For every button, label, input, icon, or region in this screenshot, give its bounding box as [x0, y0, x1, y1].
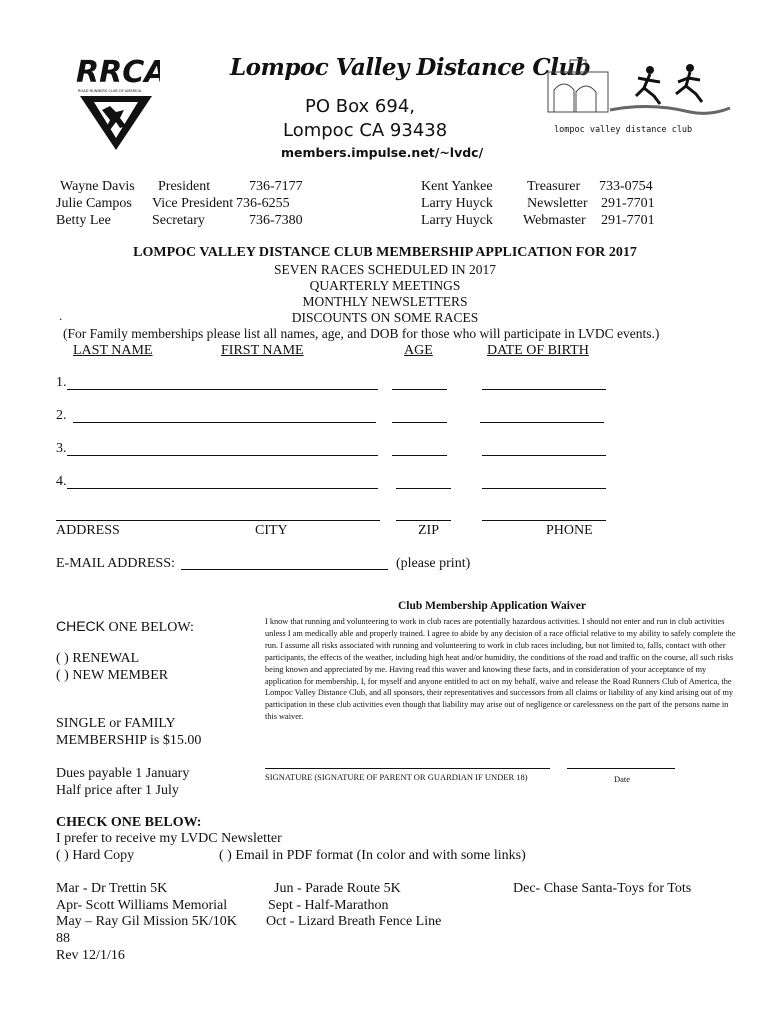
row-number: 4. — [56, 474, 67, 489]
officer-role: Webmaster — [523, 213, 586, 228]
rrca-logo-text: RRCA — [76, 55, 160, 90]
signature-line[interactable] — [265, 768, 550, 769]
officer-name: Larry Huyck — [421, 213, 493, 228]
club-url: members.impulse.net/~lvdc/ — [281, 145, 484, 160]
age-line[interactable] — [392, 455, 447, 456]
officer-phone: 291-7701 — [601, 213, 655, 228]
race-item: Apr- Scott Williams Memorial — [56, 898, 228, 913]
revision: Rev 12/1/16 — [56, 948, 125, 963]
runners-mission-logo — [540, 52, 740, 142]
email-line[interactable] — [181, 569, 388, 570]
email-label: E-MAIL ADDRESS: — [56, 556, 175, 571]
renewal-option[interactable]: ( ) RENEWAL — [56, 651, 140, 666]
officer-phone: 733-0754 — [599, 179, 653, 194]
officer-name: Julie Campos — [56, 196, 132, 211]
col-first-name: FIRST NAME — [221, 343, 304, 358]
race-item: Mar - Dr Trettin 5K — [56, 881, 168, 896]
stray-dot: . — [59, 308, 63, 323]
headline-line: MONTHLY NEWSLETTERS — [302, 294, 468, 309]
race-item: Dec- Chase Santa-Toys for Tots — [513, 881, 692, 896]
name-line[interactable] — [67, 389, 378, 390]
officer-name: Wayne Davis — [60, 179, 135, 194]
race-item: Oct - Lizard Breath Fence Line — [266, 914, 442, 929]
officer-name: Betty Lee — [56, 213, 111, 228]
signature-label: SIGNATURE (SIGNATURE OF PARENT OR GUARDIAN IF UNDER 18) — [265, 772, 528, 782]
city-line: Lompoc CA 93438 — [283, 120, 448, 141]
row-number: 1. — [56, 375, 67, 390]
dues-payable: Dues payable 1 January — [56, 766, 190, 781]
dob-line[interactable] — [482, 389, 606, 390]
check-one-heading — [56, 618, 194, 636]
race-item: May – Ray Gil Mission 5K/10K — [56, 914, 237, 929]
officer-role: Newsletter — [527, 196, 588, 211]
email-pdf-option[interactable]: ( ) Email in PDF format (In color and with some links) — [219, 848, 526, 863]
waiver-text: I know that running and volunteering to work in club races are potentially hazardous activities. I should not enter and run in club activities unless I am medically able and properly trained. I agree to abide by any decision of a race official relative to my ability to safely complete the run. I assume all risks associated with running and volunteering to work in club races including, but not limited to, falls, contact with other participants, the effects of the weather, including high heat and/or humidity, the conditions of the road and traffic on the course, all such risks being known and appreciated by me. Having read this waver and knowing these facts, and in consideration of your acceptance of my application for membership, I, for myself and anyone entitled to act on my behalf, waive and release the Road Runners Club of America, the Lompoc Valley Distance Club, and all sponsors, their representatives and successors from all claims or liability of any kind arising out of my participation in these club activities even though that liability may arise out of negligence or carelessness on the part of the persons name in this waiver. — [265, 617, 736, 722]
row-number: 2. — [56, 408, 67, 423]
email-note: (please print) — [396, 556, 471, 571]
officer-phone: 736-7177 — [249, 179, 303, 194]
waiver-title: Club Membership Application Waiver — [398, 600, 586, 612]
rrca-logo-subtitle: ROAD RUNNERS CLUB OF AMERICA — [78, 89, 142, 93]
application-title: LOMPOC VALLEY DISTANCE CLUB MEMBERSHIP APPLICATION FOR 2017 — [133, 245, 637, 260]
dob-line[interactable] — [482, 455, 606, 456]
officer-phone: 291-7701 — [601, 196, 655, 211]
officer-role: Treasurer — [527, 179, 581, 194]
date-line[interactable] — [567, 768, 675, 769]
headline-line: QUARTERLY MEETINGS — [309, 278, 461, 293]
age-line[interactable] — [396, 488, 451, 489]
half-price: Half price after 1 July — [56, 783, 179, 798]
po-box: PO Box 694, — [305, 96, 416, 117]
age-line[interactable] — [392, 389, 447, 390]
headline-line: DISCOUNTS ON SOME RACES — [291, 310, 479, 325]
col-age: AGE — [404, 343, 433, 358]
officer-role: Secretary — [152, 213, 205, 228]
address-label: ADDRESS — [56, 523, 120, 538]
family-note: (For Family memberships please list all names, age, and DOB for those who will participate in LVDC events.) — [63, 326, 660, 341]
officer-phone: 736-7380 — [249, 213, 303, 228]
rrca-logo — [72, 52, 160, 152]
membership-price: MEMBERSHIP is $15.00 — [56, 733, 202, 748]
col-last-name: LAST NAME — [73, 343, 153, 358]
race-item: Sept - Half-Marathon — [268, 898, 389, 913]
single-family-label: SINGLE or FAMILY — [56, 716, 176, 731]
new-member-option[interactable]: ( ) NEW MEMBER — [56, 668, 169, 683]
officer-name: Kent Yankee — [421, 179, 493, 194]
phone-label: PHONE — [546, 523, 593, 538]
name-line[interactable] — [67, 488, 378, 489]
date-label: Date — [614, 774, 631, 784]
officer-role: Vice President — [152, 196, 234, 211]
right-logo-caption: lompoc valley distance club — [554, 125, 693, 135]
phone-line[interactable] — [482, 520, 606, 521]
zip-label: ZIP — [418, 523, 439, 538]
row-number: 3. — [56, 441, 67, 456]
footer-number: 88 — [56, 931, 70, 946]
check-word: CHECK — [56, 618, 106, 634]
club-title: Lompoc Valley Distance Club — [230, 54, 591, 81]
officer-name: Larry Huyck — [421, 196, 493, 211]
newsletter-heading: CHECK ONE BELOW: — [56, 815, 202, 830]
col-dob: DATE OF BIRTH — [487, 343, 589, 358]
hard-copy-option[interactable]: ( ) Hard Copy — [56, 848, 135, 863]
officer-phone: 736-6255 — [236, 196, 290, 211]
one-below-text: ONE BELOW: — [105, 620, 194, 635]
officer-role: President — [158, 179, 211, 194]
city-label: CITY — [255, 523, 288, 538]
race-item: Jun - Parade Route 5K — [274, 881, 401, 896]
headline-line: SEVEN RACES SCHEDULED IN 2017 — [273, 262, 496, 277]
name-line[interactable] — [73, 422, 376, 423]
dob-line[interactable] — [482, 488, 606, 489]
dob-line[interactable] — [480, 422, 604, 423]
age-line[interactable] — [392, 422, 447, 423]
newsletter-prefer: I prefer to receive my LVDC Newsletter — [56, 831, 282, 846]
address-line[interactable] — [56, 520, 380, 521]
name-line[interactable] — [67, 455, 378, 456]
zip-line[interactable] — [396, 520, 451, 521]
